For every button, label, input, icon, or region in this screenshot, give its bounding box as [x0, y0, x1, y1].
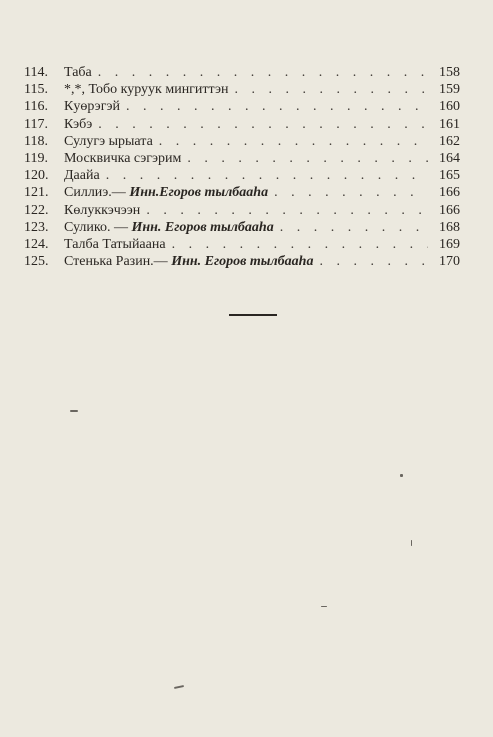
entry-page-number: 164: [439, 150, 460, 166]
entry-number: 124.: [24, 236, 49, 252]
print-speck: [321, 606, 327, 607]
toc-entry: [24, 133, 460, 150]
toc-entry: [24, 167, 460, 184]
dot-leader: [280, 219, 428, 236]
dot-leader: [126, 98, 428, 115]
toc-entry: [24, 202, 460, 219]
entry-page-number: 159: [439, 82, 460, 98]
dot-leader: [98, 116, 428, 133]
dot-leader: [274, 184, 428, 201]
entry-page-number: 158: [439, 65, 460, 80]
toc-entry: [24, 64, 460, 81]
print-speck: [411, 540, 412, 546]
dot-leader: [319, 253, 428, 270]
entry-number: 116.: [24, 99, 48, 115]
dot-leader: [187, 150, 428, 167]
dot-leader: [159, 133, 428, 150]
entry-page-number: 165: [439, 168, 460, 184]
dot-leader: [98, 64, 428, 81]
entry-title: Сулико. — Инн. Егоров тылбааһа: [64, 219, 274, 235]
toc-entry: [24, 253, 460, 270]
print-speck: [400, 474, 403, 477]
entry-page-number: 161: [439, 116, 460, 132]
entry-title: Стенька Разин.— Инн. Егоров тылбааһа: [64, 254, 314, 270]
entry-number: 114.: [24, 65, 48, 80]
entry-number: 125.: [24, 254, 49, 270]
entry-number: 117.: [24, 116, 48, 132]
entry-title: Талба Татыйаана: [64, 236, 166, 252]
entry-page-number: 166: [439, 185, 460, 201]
entry-number: 121.: [24, 185, 49, 201]
table-of-contents: [24, 64, 460, 270]
entry-title: Кyөрэгэй: [64, 99, 120, 115]
entry-title: Таба: [64, 65, 92, 80]
toc-entry: [24, 236, 460, 253]
toc-entry: [24, 150, 460, 167]
dot-leader: [146, 202, 428, 219]
entry-title: Көлуккэчээн: [64, 202, 141, 218]
entry-title: Кэбэ: [64, 116, 93, 132]
dot-leader: [172, 236, 428, 253]
entry-number: 119.: [24, 150, 48, 166]
entry-number: 123.: [24, 219, 49, 235]
entry-page-number: 170: [439, 254, 460, 270]
print-speck: [174, 685, 184, 689]
section-divider-rule: [229, 314, 277, 316]
entry-page-number: 166: [439, 202, 460, 218]
entry-title: *,*, Тобо куруук мингиттэн: [64, 82, 229, 98]
toc-entry: [24, 116, 460, 133]
print-speck: [70, 410, 78, 412]
entry-number: 122.: [24, 202, 49, 218]
entry-number: 118.: [24, 133, 48, 149]
entry-number: 120.: [24, 168, 49, 184]
entry-page-number: 162: [439, 133, 460, 149]
entry-title: Москвичка сэгэрим: [64, 150, 182, 166]
dot-leader: [106, 167, 428, 184]
entry-number: 115.: [24, 82, 48, 98]
toc-entry: [24, 219, 460, 236]
entry-title: Даайа: [64, 168, 100, 184]
toc-entry: [24, 98, 460, 115]
toc-entry: [24, 81, 460, 98]
entry-title: Силлиэ.— Инн.Егоров тылбааһа: [64, 185, 269, 201]
entry-page-number: 169: [439, 236, 460, 252]
dot-leader: [235, 81, 428, 98]
entry-title: Сулyгэ ырыата: [64, 133, 153, 149]
entry-page-number: 160: [439, 99, 460, 115]
toc-entry: [24, 184, 460, 201]
entry-page-number: 168: [439, 219, 460, 235]
